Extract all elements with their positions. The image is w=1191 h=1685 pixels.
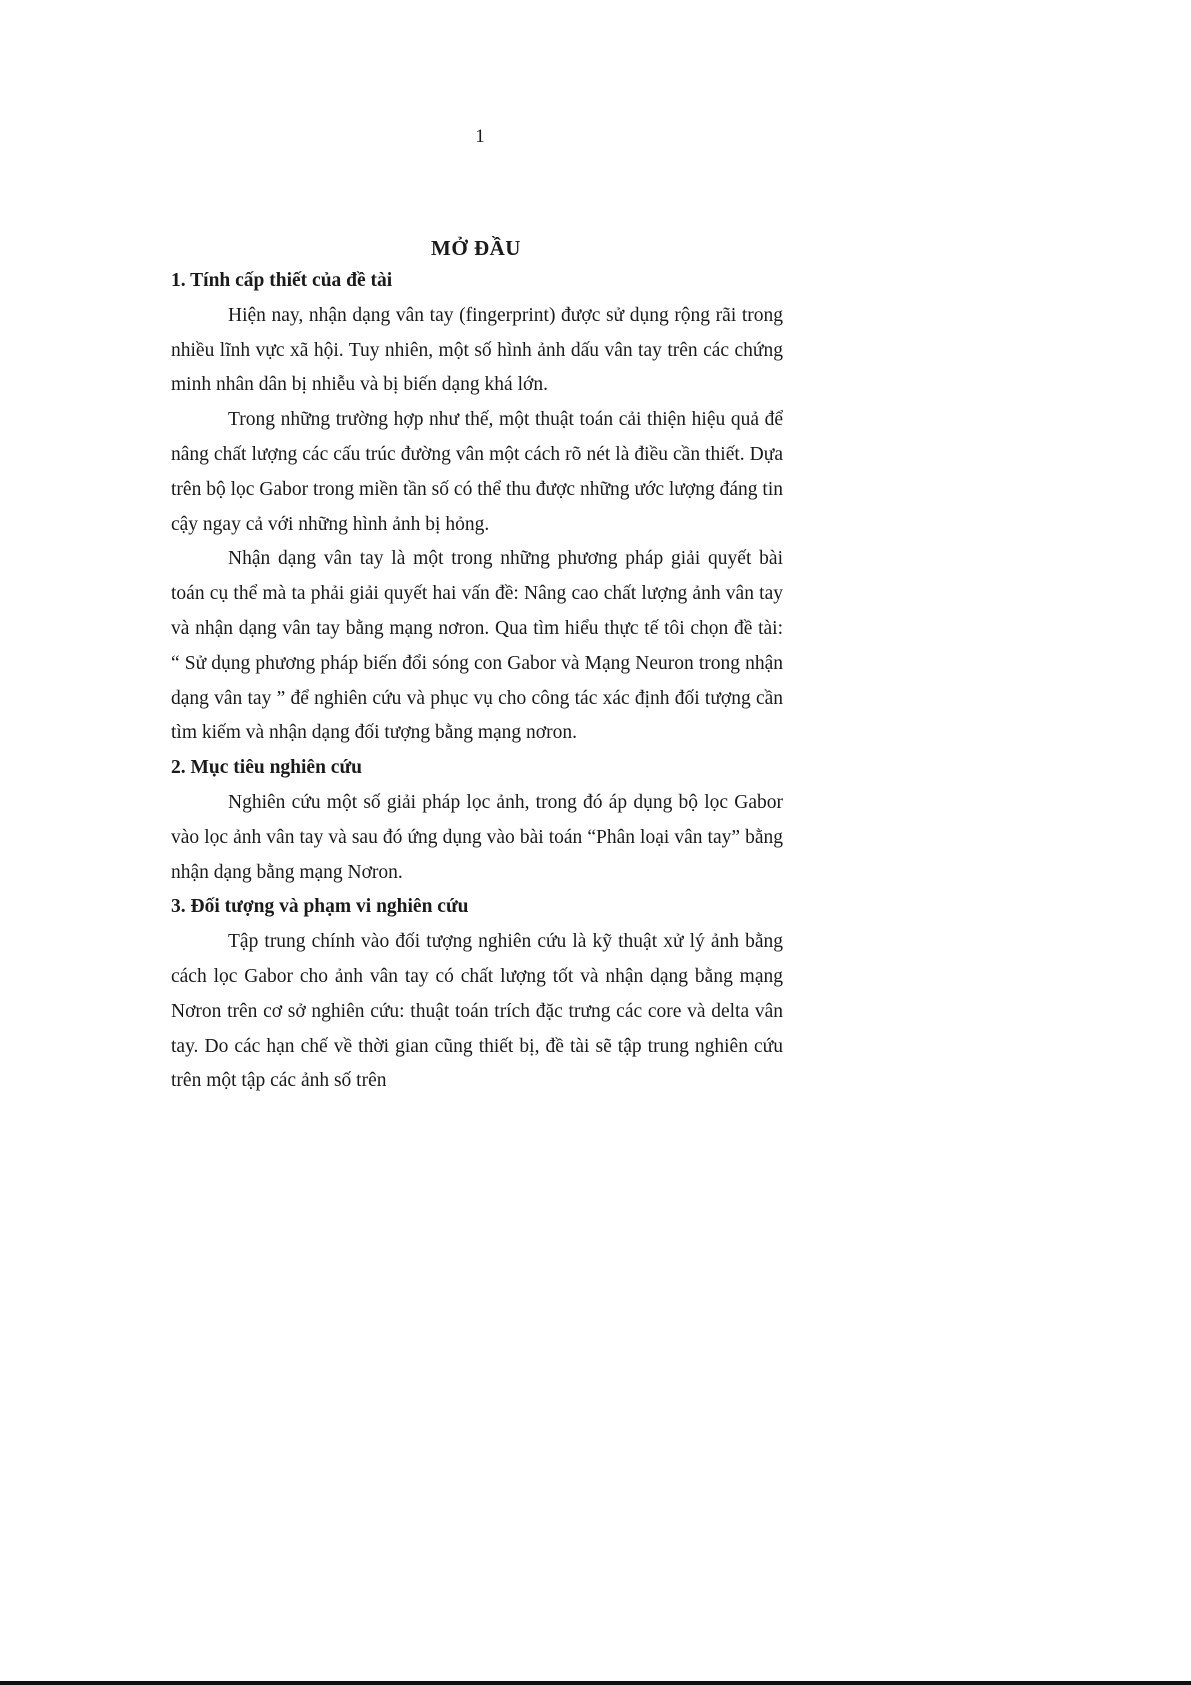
paragraph: Trong những trường hợp như thế, một thuật toán cải thiện hiệu quả để nâng chất lượng các cấu trúc đường vân một cách rõ nét là điều cần thiết. Dựa trên bộ lọc Gabor trong miền tần số có thể thu được những ước lượng đáng tin cậy ngay cả với những hình ảnh bị hỏng.: [171, 409, 783, 535]
section-scope: [171, 890, 783, 1099]
section-heading: 3. Đối tượng và phạm vi nghiên cứu: [171, 896, 469, 918]
section-heading: 2. Mục tiêu nghiên cứu: [171, 757, 363, 779]
paragraph: Nghiên cứu một số giải pháp lọc ảnh, trong đó áp dụng bộ lọc Gabor vào lọc ảnh vân tay và sau đó ứng dụng vào bài toán “Phân loại vân tay” bằng nhận dạng bằng mạng Nơron.: [171, 791, 783, 883]
page-bottom-border: [0, 1681, 1191, 1685]
section-objectives: [171, 751, 783, 890]
document-body: [171, 264, 783, 1099]
paragraph: Tập trung chính vào đối tượng nghiên cứu là kỹ thuật xử lý ảnh bằng cách lọc Gabor cho ảnh vân tay có chất lượng tốt và nhận dạng bằng mạng Nơron trên cơ sở nghiên cứu: thuật toán trích đặc trưng các core và delta vân tay. Do các hạn chế về thời gian cũng thiết bị, đề tài sẽ tập trung nghiên cứu trên một tập các ảnh số trên: [171, 931, 783, 1092]
paragraph: Hiện nay, nhận dạng vân tay (fingerprint) được sử dụng rộng rãi trong nhiều lĩnh vực xã hội. Tuy nhiên, một số hình ảnh dấu vân tay trên các chứng minh nhân dân bị nhiễu và bị biến dạng khá lớn.: [171, 304, 783, 396]
page-number: 1: [475, 126, 485, 147]
paragraph: Nhận dạng vân tay là một trong những phương pháp giải quyết bài toán cụ thể mà ta phải giải quyết hai vấn đề: Nâng cao chất lượng ảnh vân tay và nhận dạng vân tay bằng mạng nơron. Qua tìm hiểu thực tế tôi chọn đề tài: “ Sử dụng phương pháp biến đổi sóng con Gabor và Mạng Neuron trong nhận dạng vân tay ” để nghiên cứu và phục vụ cho công tác xác định đối tượng cần tìm kiếm và nhận dạng đối tượng bằng mạng nơron.: [171, 548, 783, 744]
section-necessity: [171, 264, 783, 751]
page-title: MỞ ĐẦU: [431, 236, 521, 260]
section-heading: 1. Tính cấp thiết của đề tài: [171, 270, 393, 291]
